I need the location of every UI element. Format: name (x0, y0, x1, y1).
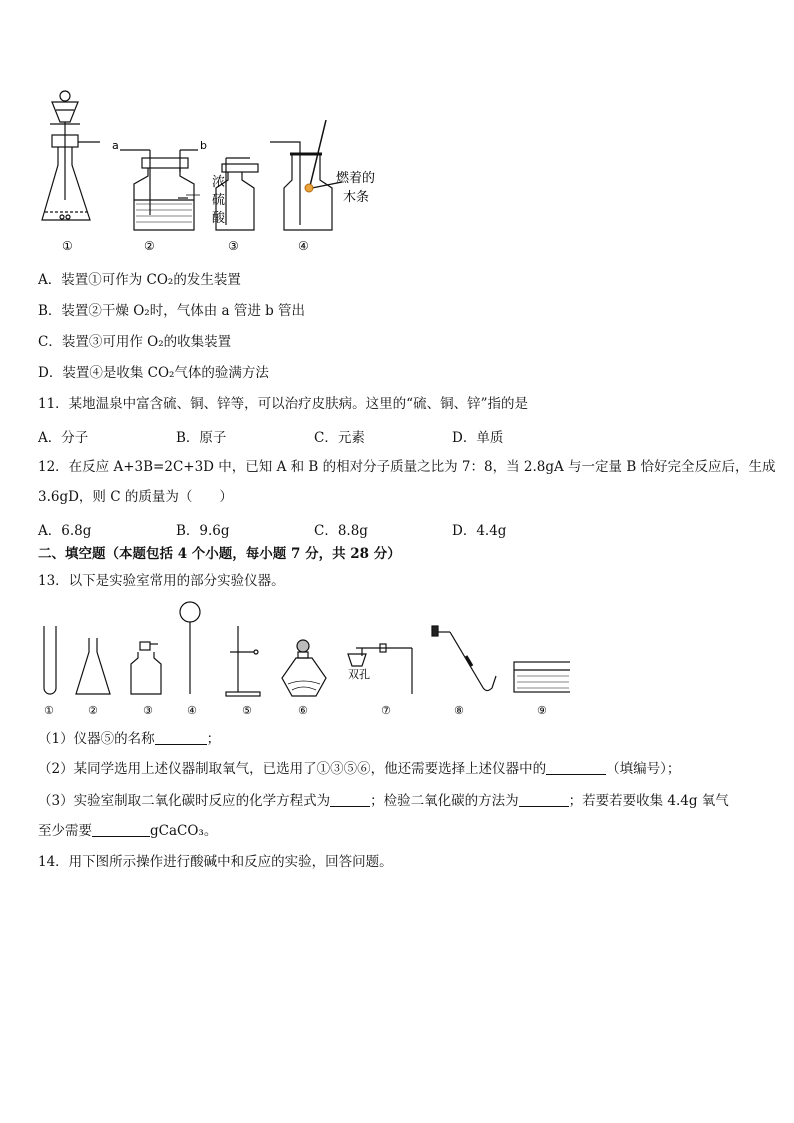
q13-part2-text: （2）某同学选用上述仪器制取氧气，已选用了①③⑤⑥，他还需要选择上述仪器中的 (38, 761, 547, 777)
q13-part3-blank-mass[interactable] (92, 822, 150, 837)
q13-part2-end: （填编号）； (606, 761, 681, 777)
q13-part3-text-b: ；检验二氧化碳的方法为 (370, 793, 519, 809)
instr-label-8: ⑧ (454, 704, 464, 717)
q13-part1-text: （1）仪器⑤的名称 (38, 731, 155, 747)
splint-flame-icon (305, 184, 313, 192)
long-neck-funnel-icon (180, 602, 200, 694)
q13-stem: 13．以下是实验室常用的部分实验仪器。 (38, 573, 285, 589)
q12-option-a: A．6.8g (38, 523, 92, 539)
double-hole-label: 双孔 (348, 668, 370, 681)
q13-part3 (38, 792, 729, 810)
instr-label-3: ③ (143, 704, 153, 717)
q13-part2 (38, 760, 680, 778)
instr-label-2: ② (88, 704, 98, 717)
q13-part3-line2-b: gCaCO₃。 (150, 823, 218, 839)
q10-option-a: A．装置①可作为 CO₂的发生装置 (38, 272, 241, 288)
q10-option-b: B．装置②干燥 O₂时，气体由 a 管进 b 管出 (38, 303, 306, 319)
instr-label-1: ① (44, 704, 54, 717)
lab-instruments-figure (30, 596, 570, 720)
acid-label-3: 酸 (212, 211, 226, 226)
q13-part1-end: ； (206, 731, 221, 747)
q11-option-a: A．分子 (38, 430, 89, 446)
fig1-label-2: ② (144, 239, 155, 253)
q13-part2-blank[interactable] (546, 760, 606, 775)
q10-option-d: D．装置④是收集 CO₂气体的验满方法 (38, 365, 269, 381)
fig1-label-1: ① (62, 239, 73, 253)
acid-label-2: 硫 (212, 193, 226, 208)
q12-option-b: B．9.6g (176, 523, 230, 539)
fig1-label-3: ③ (228, 239, 239, 253)
q12-stem-line1: 12．在反应 A+3B=2C+3D 中，已知 A 和 B 的相对分子质量之比为 7：8，当 2.8gA 与一定量 B 恰好完全反应后，生成 (38, 459, 776, 475)
q14-stem: 14．用下图所示操作进行酸碱中和反应的实验，回答问题。 (38, 854, 393, 870)
q11-option-b: B．原子 (176, 430, 227, 446)
q13-part1-blank[interactable] (155, 730, 207, 745)
q11-option-c: C．元素 (314, 430, 365, 446)
q12-option-d: D．4.4g (452, 523, 507, 539)
instr-label-6: ⑥ (298, 704, 308, 717)
bottle-icon (131, 642, 161, 694)
q13-part3-text-a: （3）实验室制取二氧化碳时反应的化学方程式为 (38, 793, 331, 809)
instr-label-4: ④ (187, 704, 197, 717)
q13-part3-blank-equation[interactable] (330, 792, 370, 807)
q12-option-c: C．8.8g (314, 523, 368, 539)
acid-label-1: 浓 (212, 175, 226, 190)
apparatus-2-wash-bottle (120, 150, 198, 230)
q11-stem: 11．某地温泉中富含硫、铜、锌等，可以治疗皮肤病。这里的“硫、铜、锌”指的是 (38, 396, 528, 412)
instr-label-5: ⑤ (242, 704, 252, 717)
q13-part3-blank-method[interactable] (519, 792, 569, 807)
pipe-b-label: b (200, 139, 207, 152)
fig1-label-4: ④ (298, 239, 309, 253)
water-trough-icon (514, 662, 570, 692)
pipe-a-label: a (112, 139, 119, 152)
iron-stand-icon (226, 626, 260, 696)
test-tube-icon (44, 626, 56, 694)
apparatus-4-bottle-with-splint (270, 120, 342, 230)
q10-option-c: C．装置③可用作 O₂的收集装置 (38, 334, 232, 350)
gas-apparatus-figure (30, 80, 400, 258)
q13-part3-line2-a: 至少需要 (38, 823, 92, 839)
q11-options (38, 426, 638, 444)
instr-label-7: ⑦ (381, 704, 391, 717)
q12-options (38, 519, 638, 537)
q13-part3-text-c: ；若要若要收集 4.4g 氧气 (568, 793, 729, 809)
alcohol-lamp-icon (282, 640, 326, 696)
splint-label-2: 木条 (343, 190, 370, 205)
section-2-title: 二、填空题（本题包括 4 个小题，每小题 7 分，共 28 分） (38, 546, 401, 562)
q12-stem-line2: 3.6gD，则 C 的质量为（ ） (38, 489, 233, 505)
apparatus-1-flask-with-funnel (42, 91, 100, 220)
bent-tube-stopper-icon (432, 626, 496, 691)
conical-flask-icon (76, 638, 110, 694)
instr-label-9: ⑨ (537, 704, 547, 717)
q13-part3-line2 (38, 822, 217, 840)
q11-option-d: D．单质 (452, 430, 504, 446)
q13-part1 (38, 730, 220, 748)
splint-label-1: 燃着的 (336, 171, 376, 186)
